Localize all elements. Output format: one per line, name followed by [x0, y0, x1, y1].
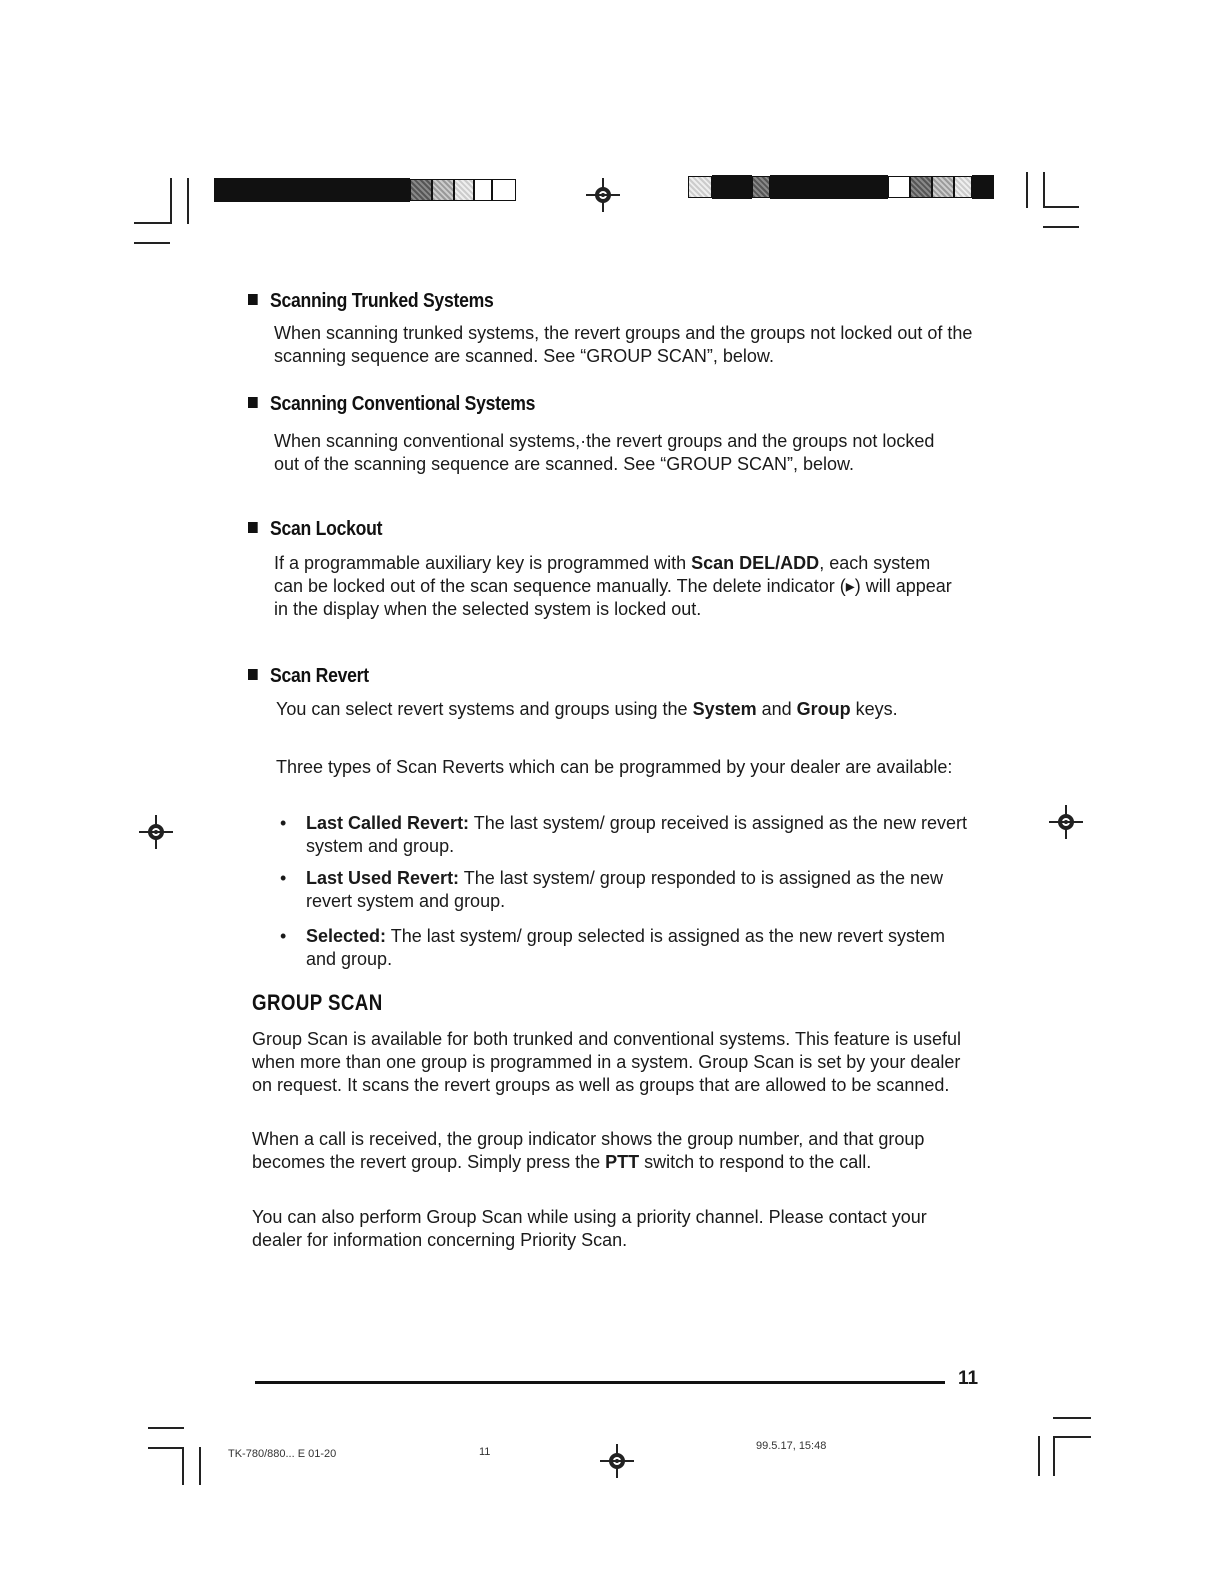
color-bar-left: [214, 178, 410, 202]
color-swatch: [888, 176, 910, 198]
crop-mark-bottom-right-h2: [1053, 1436, 1091, 1438]
square-bullet-icon: [248, 294, 258, 305]
section-body: If a programmable auxiliary key is programmed with Scan DEL/ADD, each system can be locked out of the scan sequence manually. The delete indicator (▸) will appear in the display when the selected system is locked out.: [274, 553, 952, 619]
group-scan-body: You can also perform Group Scan while using a priority channel. Please contact your dealer for information concerning Priority Scan.: [252, 1207, 927, 1250]
group-scan-body: When a call is received, the group indicator shows the group number, and that group becomes the revert group. Simply press the PTT switch to respond to the call.: [252, 1129, 925, 1172]
color-swatch: [432, 179, 454, 201]
crop-mark-top-right-h: [1043, 206, 1079, 208]
crop-mark-top-left-v2: [187, 178, 189, 224]
section-body: When scanning trunked systems, the revert groups and the groups not locked out of the scanning sequence are scanned. See “GROUP SCAN”, below.: [274, 323, 973, 366]
color-swatch: [410, 179, 432, 201]
crop-mark-top-left-h: [134, 222, 172, 224]
registration-mark-bottom: [600, 1444, 634, 1478]
color-bar-right-c: [972, 175, 994, 199]
crop-mark-top-left-h2: [134, 242, 170, 244]
crop-mark-top-right-v2: [1043, 172, 1045, 208]
section-heading: Scanning Conventional Systems: [248, 393, 535, 416]
section-body: When scanning conventional systems,·the revert groups and the groups not locked out of the scanning sequence are scanned. See “GROUP SCAN”, below.: [274, 431, 935, 474]
color-bar-right-b: [770, 175, 888, 199]
section-heading: Scan Lockout: [248, 518, 382, 541]
bullet-icon: •: [280, 813, 287, 833]
bullet-icon: •: [280, 868, 287, 888]
registration-mark-left: [139, 815, 173, 849]
registration-mark-right: [1049, 805, 1083, 839]
crop-mark-bottom-left-h2: [148, 1447, 184, 1449]
color-bar-right-a: [712, 175, 752, 199]
color-swatch: [474, 179, 492, 201]
bullet-icon: •: [280, 926, 287, 946]
color-swatch: [752, 176, 770, 198]
square-bullet-icon: [248, 669, 258, 680]
print-slug-file: TK-780/880... E 01-20: [228, 1448, 337, 1460]
square-bullet-icon: [248, 397, 258, 408]
color-swatch: [954, 176, 972, 198]
section-heading: Scan Revert: [248, 665, 369, 688]
color-swatch: [454, 179, 474, 201]
color-swatch: [932, 176, 954, 198]
registration-mark-top: [586, 178, 620, 212]
crop-mark-bottom-right-h1: [1053, 1417, 1091, 1419]
crop-mark-bottom-left-v2: [199, 1447, 201, 1485]
crop-mark-top-right-v1: [1026, 172, 1028, 208]
color-swatch: [910, 176, 932, 198]
crop-mark-bottom-left-h1: [148, 1427, 184, 1429]
crop-mark-bottom-left-v1: [182, 1447, 184, 1485]
color-swatch: [688, 176, 712, 198]
crop-mark-top-left-v1: [170, 178, 172, 224]
footer-rule: [255, 1381, 945, 1384]
crop-mark-bottom-right-v1: [1053, 1436, 1055, 1476]
group-scan-heading: GROUP SCAN: [252, 990, 383, 1015]
section-body: Three types of Scan Reverts which can be programmed by your dealer are available:: [276, 757, 953, 777]
page-number: 11: [958, 1368, 979, 1389]
color-swatch: [492, 179, 516, 201]
square-bullet-icon: [248, 522, 258, 533]
section-heading: Scanning Trunked Systems: [248, 290, 494, 313]
print-slug-page: 11: [479, 1446, 491, 1458]
crop-mark-top-right-h2: [1043, 226, 1079, 228]
section-body: You can select revert systems and groups using the System and Group keys.: [276, 699, 898, 719]
print-slug-date: 99.5.17, 15:48: [756, 1440, 827, 1452]
crop-mark-bottom-right-v2: [1038, 1436, 1040, 1476]
group-scan-body: Group Scan is available for both trunked and conventional systems. This feature is useful when more than one group is programmed in a system. Group Scan is set by your dealer on request. It scans the revert groups as well as groups that are allowed to be scanned.: [252, 1029, 962, 1095]
